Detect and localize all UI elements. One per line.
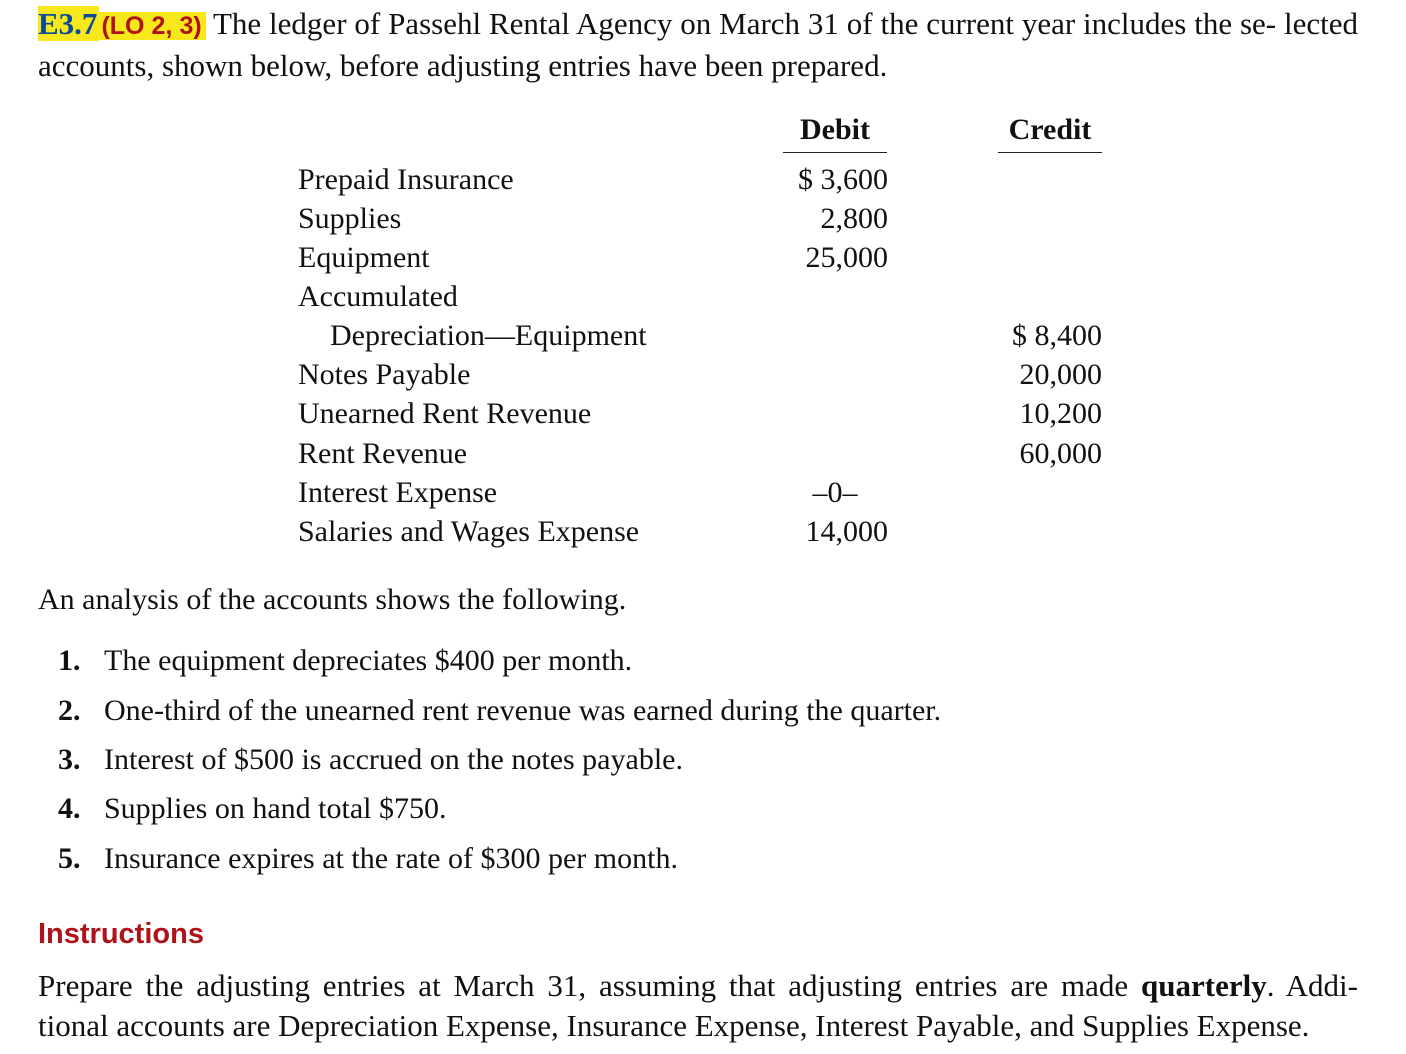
exercise-intro (38, 4, 1358, 86)
credit-header: Credit (998, 112, 1102, 153)
item-number: 5. (58, 842, 81, 875)
account-notes-payable: Notes Payable (298, 358, 471, 391)
item-text: One-third of the unearned rent revenue was earned during the quarter. (104, 694, 942, 727)
intro-line-2: lected accounts, shown below, before adjusting entries have been prepared. (38, 6, 1359, 83)
instructions-heading: Instructions (38, 918, 204, 950)
account-unearned-rent-revenue: Unearned Rent Revenue (298, 397, 592, 430)
analysis-item (58, 791, 446, 827)
analysis-item (58, 643, 632, 679)
account-rent-revenue: Rent Revenue (298, 437, 468, 470)
item-number: 2. (58, 694, 81, 727)
exercise-id: E3.7 (38, 6, 98, 41)
credit-notes-payable: 20,000 (1019, 358, 1102, 391)
instructions-text-after: . Addi- tional accounts are Depreciation Expense, Insurance Expense, Interest Payable, and Supplies Expense. (38, 968, 1358, 1043)
analysis-item (58, 841, 678, 877)
account-prepaid-insurance: Prepaid Insurance (298, 163, 514, 196)
debit-salaries-wages-expense: 14,000 (805, 515, 888, 548)
account-supplies: Supplies (298, 202, 402, 235)
credit-accumulated-depreciation: $ 8,400 (1012, 319, 1102, 352)
item-text: Insurance expires at the rate of $300 per month. (104, 842, 678, 875)
item-text: Supplies on hand total $750. (104, 792, 447, 825)
item-number: 3. (58, 743, 81, 776)
account-equipment: Equipment (298, 241, 430, 274)
debit-header: Debit (783, 112, 887, 153)
account-salaries-wages-expense: Salaries and Wages Expense (298, 515, 640, 548)
debit-equipment: 25,000 (805, 241, 888, 274)
analysis-item (58, 693, 941, 729)
item-text: The equipment depreciates $400 per month. (104, 644, 633, 677)
learning-objectives: (LO 2, 3) (99, 12, 205, 40)
account-depreciation-equipment: Depreciation—Equipment (330, 319, 647, 352)
analysis-item (58, 742, 683, 778)
analysis-intro: An analysis of the accounts shows the following. (38, 583, 627, 616)
instructions-text-bold: quarterly (1141, 968, 1267, 1003)
instructions-text-before: Prepare the adjusting entries at March 31, assuming that adjusting entries are made (38, 968, 1129, 1003)
item-text: Interest of $500 is accrued on the notes payable. (104, 743, 683, 776)
credit-unearned-rent-revenue: 10,200 (1019, 397, 1102, 430)
debit-interest-expense: –0– (812, 476, 858, 509)
account-accumulated: Accumulated (298, 280, 458, 313)
item-number: 4. (58, 792, 81, 825)
debit-supplies: 2,800 (820, 202, 888, 235)
intro-line-1: The ledger of Passehl Rental Agency on March 31 of the current year includes the se- (213, 6, 1277, 41)
instructions-text (38, 966, 1358, 1046)
account-interest-expense: Interest Expense (298, 476, 498, 509)
item-number: 1. (58, 644, 81, 677)
debit-prepaid-insurance: $ 3,600 (798, 163, 888, 196)
credit-rent-revenue: 60,000 (1019, 437, 1102, 470)
